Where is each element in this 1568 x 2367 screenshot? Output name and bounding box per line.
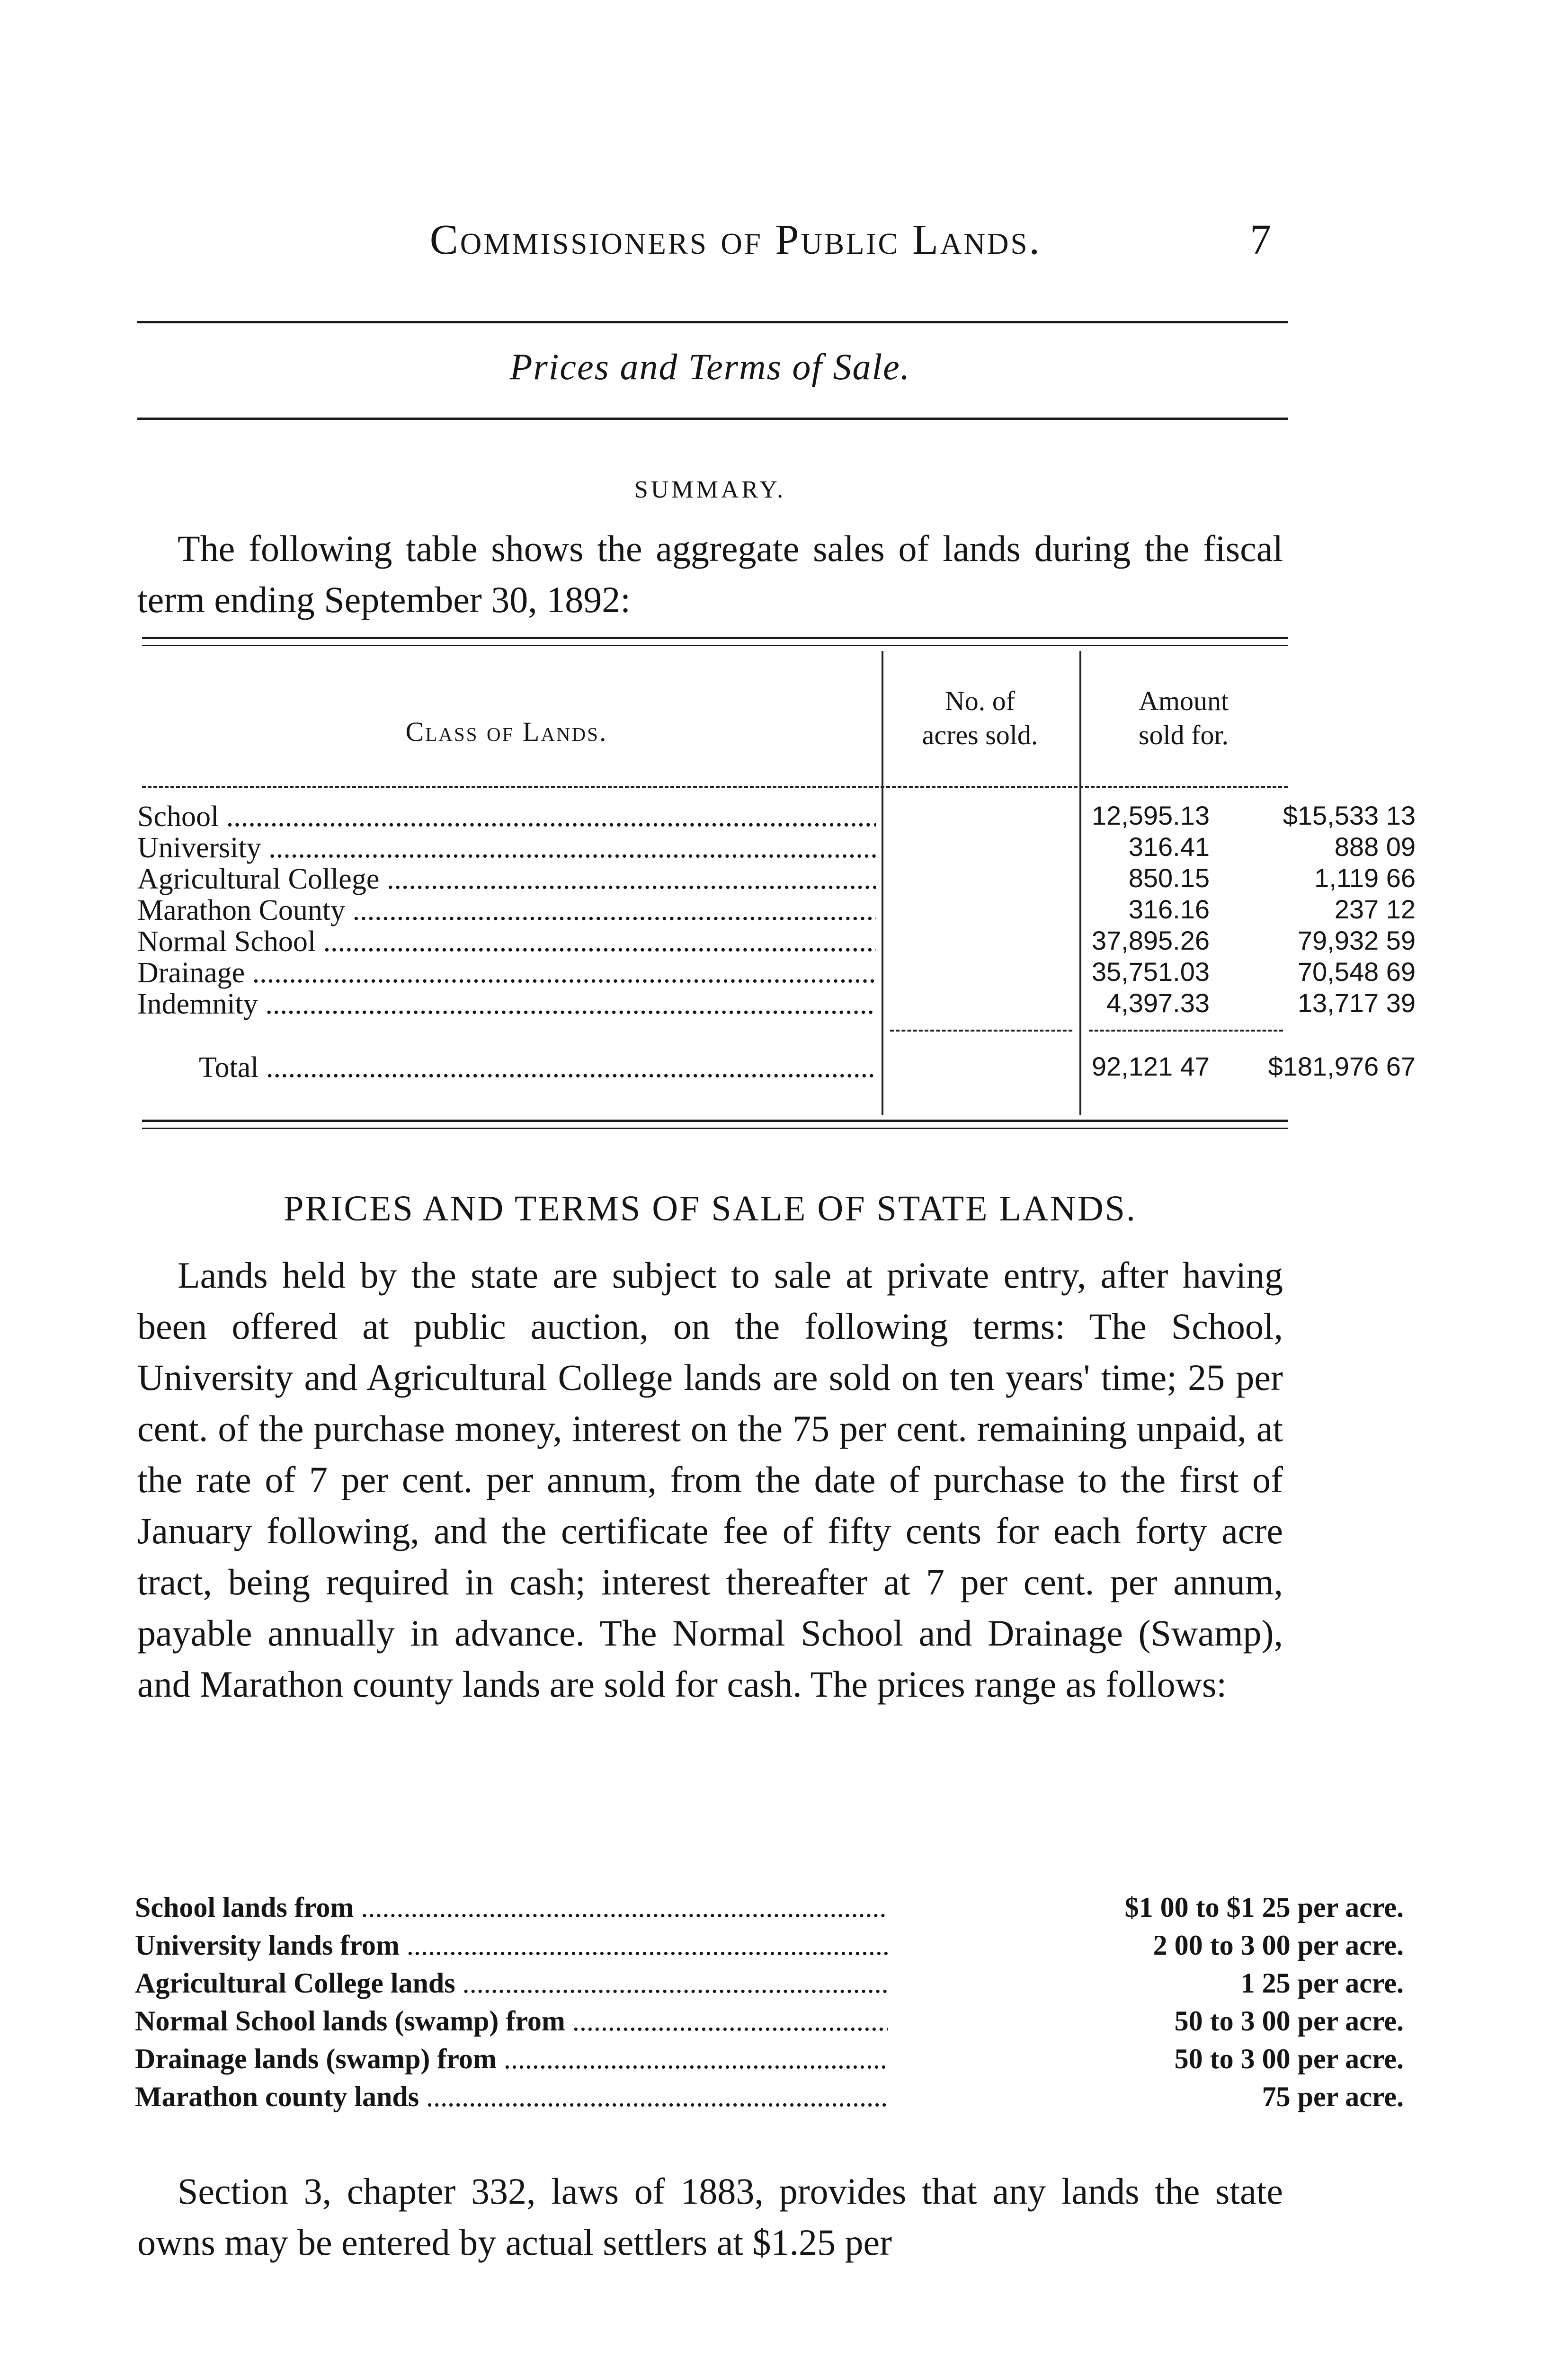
- total-acres: 92,121 47: [1091, 1051, 1210, 1081]
- price-list-item: [135, 2043, 1404, 2081]
- row-amount: 237 12: [1334, 894, 1416, 924]
- row-acres: 316.16: [1128, 894, 1210, 924]
- row-acres: 35,751.03: [1091, 957, 1210, 987]
- col-header-acres-line1: No. of: [944, 685, 1016, 716]
- table-top-rule: [142, 637, 1288, 639]
- total-amount: $181,976 67: [1268, 1051, 1416, 1081]
- header-rule-bottom: [137, 418, 1288, 420]
- row-acres: 316.41: [1128, 832, 1210, 862]
- intro-paragraph: The following table shows the aggregate sales of lands during the fiscal term ending September 30, 1892:: [137, 528, 1283, 620]
- table-bottom-rule-2: [142, 1128, 1288, 1129]
- row-class: Indemnity .....: [137, 988, 876, 1021]
- price-label: Drainage lands (swamp) from .....: [135, 2043, 888, 2075]
- row-class: Drainage .....: [137, 956, 876, 990]
- price-label: Marathon county lands .....: [135, 2081, 888, 2113]
- price-value: 2 00 to 3 00 per acre.: [1153, 1930, 1404, 1961]
- table-top-rule-2: [142, 645, 1288, 646]
- table-row: [137, 863, 1416, 895]
- table-bottom-rule: [142, 1120, 1288, 1122]
- price-list-item: [135, 1929, 1404, 1967]
- row-acres: 850.15: [1128, 863, 1210, 893]
- col-header-amount: [1084, 684, 1283, 752]
- col-header-acres-line2: acres sold.: [922, 720, 1038, 750]
- row-acres: 4,397.33: [1106, 988, 1210, 1018]
- price-value: 75 per acre.: [1262, 2081, 1404, 2112]
- price-label: School lands from .....: [135, 1891, 888, 1924]
- row-class: School .....: [137, 800, 876, 834]
- table-total-row: [137, 1051, 1416, 1084]
- price-list-item: [135, 2005, 1404, 2043]
- row-class: Agricultural College .....: [137, 863, 876, 896]
- row-class: Marathon County .....: [137, 894, 876, 927]
- price-value: $1 00 to $1 25 per acre.: [1124, 1892, 1404, 1923]
- row-amount: 13,717 39: [1297, 988, 1416, 1018]
- row-class: Normal School .....: [137, 925, 876, 959]
- table-row: [137, 956, 1416, 989]
- price-value: 50 to 3 00 per acre.: [1174, 2005, 1404, 2037]
- price-label: University lands from .....: [135, 1929, 888, 1962]
- row-class: University .....: [137, 831, 876, 865]
- row-amount: 70,548 69: [1297, 957, 1416, 987]
- price-label: Agricultural College lands .....: [135, 1967, 888, 2000]
- table-row: [137, 894, 1416, 926]
- col-header-amount-line2: sold for.: [1138, 720, 1229, 750]
- table-row: [137, 925, 1416, 958]
- price-list-item: [135, 2081, 1404, 2118]
- page-subtitle: Prices and Terms of Sale.: [509, 346, 911, 387]
- table-row: [137, 988, 1416, 1020]
- row-amount: 1,119 66: [1314, 863, 1416, 893]
- table-row: [137, 800, 1416, 833]
- page-number: 7: [1250, 216, 1271, 263]
- col-header-class: Class of Lands.: [405, 716, 608, 747]
- row-amount: $15,533 13: [1283, 801, 1416, 830]
- price-label: Normal School lands (swamp) from .....: [135, 2005, 888, 2038]
- running-head: Commissioners of Public Lands.: [429, 216, 1042, 263]
- row-acres: 12,595.13: [1091, 801, 1210, 830]
- header-rule-top: [137, 321, 1288, 323]
- price-list-item: [135, 1891, 1404, 1929]
- price-value: 1 25 per acre.: [1240, 1967, 1404, 1999]
- terms-paragraph: Lands held by the state are subject to sale at private entry, after having been offered at public auction, on the following terms: The School, University and Agricultural College lands are sold on ten years' time; 25 per cent. of the purchase money, interest on the 75 per cent. remaining unpaid, at the rate of 7 per cent. per annum, from the date of purchase to the first of January following, and the certificate fee of fifty cents for each forty acre tract, being required in cash; interest thereafter at 7 per cent. per annum, payable annually in advance. The Normal School and Drainage (Swamp), and Marathon county lands are sold for cash. The prices range as follows:: [137, 1255, 1283, 1705]
- col-header-amount-line1: Amount: [1138, 685, 1229, 716]
- row-amount: 79,932 59: [1297, 925, 1416, 955]
- price-list-item: [135, 1967, 1404, 2005]
- header-dash-rule: [142, 786, 1288, 788]
- subtotal-dash-amount: [1089, 1030, 1283, 1032]
- total-label: Total .....: [199, 1051, 876, 1085]
- col-header-acres: [885, 684, 1075, 752]
- closing-paragraph: Section 3, chapter 332, laws of 1883, provides that any lands the state owns may be entered by actual settlers at $1.25 per: [137, 2171, 1283, 2263]
- table-row: [137, 831, 1416, 864]
- section-heading: PRICES AND TERMS OF SALE OF STATE LANDS.: [284, 1189, 1137, 1228]
- subtotal-dash-acres: [890, 1030, 1072, 1032]
- summary-label: SUMMARY.: [634, 476, 786, 503]
- row-acres: 37,895.26: [1091, 925, 1210, 955]
- price-value: 50 to 3 00 per acre.: [1174, 2043, 1404, 2074]
- row-amount: 888 09: [1334, 832, 1416, 862]
